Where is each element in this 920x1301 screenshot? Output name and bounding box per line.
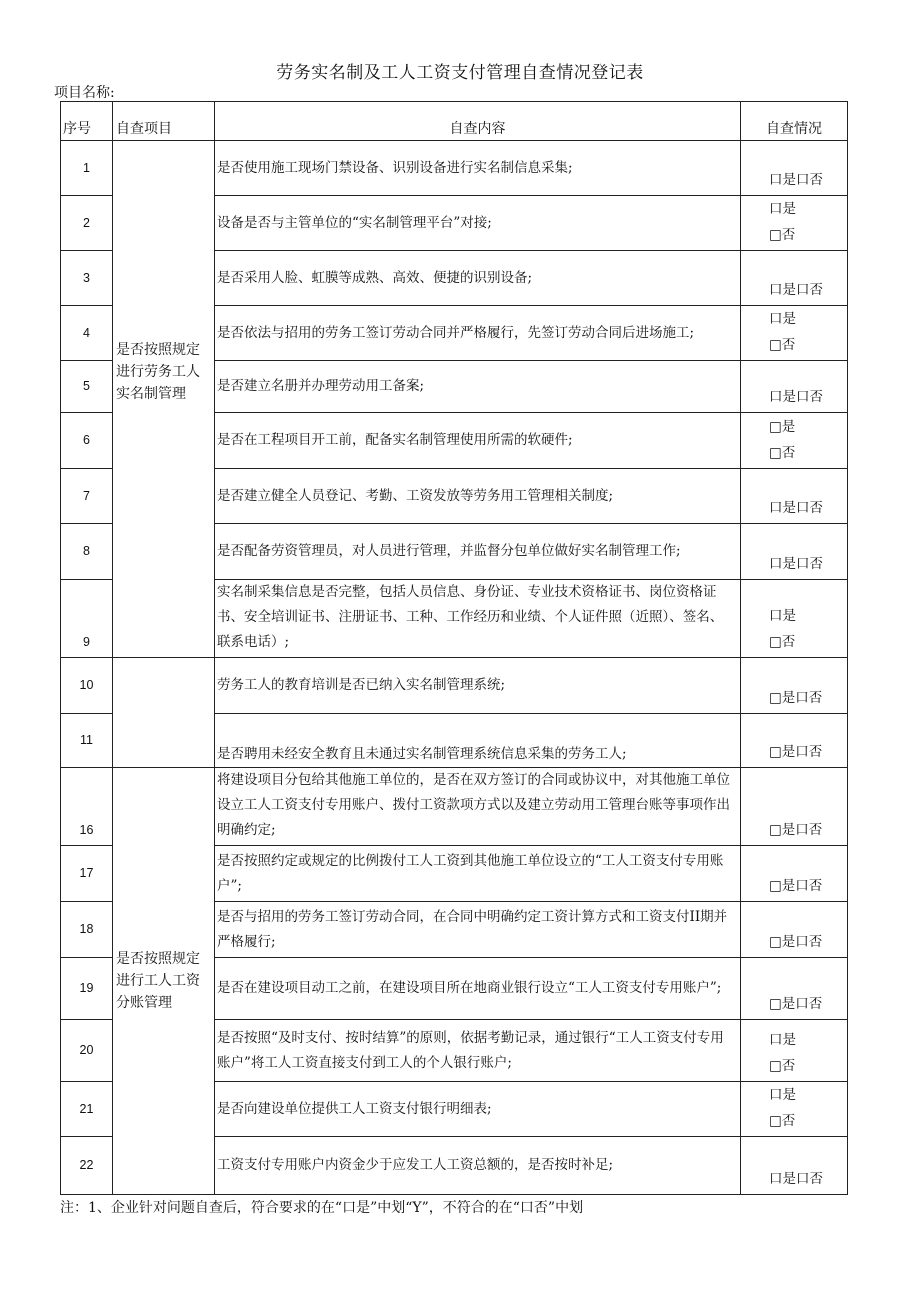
- check-content: 是否在工程项目开工前，配备实名制管理使用所需的软硬件;: [215, 413, 741, 469]
- status-option[interactable]: □是: [769, 419, 796, 435]
- header-content: 自查内容: [215, 102, 741, 141]
- check-content: 是否向建设单位提供工人工资支付银行明细表;: [215, 1082, 741, 1137]
- check-status[interactable]: [741, 524, 848, 580]
- category-empty: [113, 658, 215, 768]
- table-row: [61, 768, 848, 846]
- status-option[interactable]: 口是口否: [769, 389, 823, 405]
- row-number: 17: [61, 846, 113, 902]
- status-option[interactable]: □是口否: [769, 996, 823, 1012]
- footnote: 注：1、企业针对问题自查后，符合要求的在“口是”中划“Y”，不符合的在“口否”中划: [60, 1200, 584, 1216]
- row-number: 16: [61, 768, 113, 846]
- status-option[interactable]: 口是口否: [769, 556, 823, 572]
- check-status[interactable]: [741, 768, 848, 846]
- category-wage: 是否按照规定进行工人工资分账管理: [113, 768, 215, 1195]
- check-status[interactable]: [741, 413, 848, 469]
- row-number: 9: [61, 580, 113, 658]
- check-status[interactable]: [741, 958, 848, 1020]
- header-item: 自查项目: [113, 102, 215, 141]
- check-content: 工资支付专用账户内资金少于应发工人工资总额的，是否按时补足;: [215, 1137, 741, 1195]
- status-option[interactable]: □否: [769, 634, 796, 650]
- row-number: 10: [61, 658, 113, 714]
- status-option[interactable]: □是口否: [769, 744, 823, 760]
- table-row: [61, 658, 848, 714]
- status-option[interactable]: □否: [769, 337, 796, 353]
- row-number: 22: [61, 1137, 113, 1195]
- check-content: 是否聘用未经安全教育且未通过实名制管理系统信息采集的劳务工人;: [215, 714, 741, 768]
- check-status[interactable]: [741, 846, 848, 902]
- check-status[interactable]: [741, 658, 848, 714]
- check-status[interactable]: [741, 1137, 848, 1195]
- status-option[interactable]: 口是: [769, 608, 796, 624]
- status-option[interactable]: □是口否: [769, 878, 823, 894]
- self-check-table: [60, 101, 848, 1195]
- check-content: 是否建立健全人员登记、考勤、工资发放等劳务用工管理相关制度;: [215, 469, 741, 524]
- check-content: 实名制采集信息是否完整，包括人员信息、身份证、专业技术资格证书、岗位资格证书、安全培训证书、注册证书、工种、工作经历和业绩、个人证件照（近照）、签名、联系电话）;: [215, 580, 741, 658]
- check-status[interactable]: [741, 902, 848, 958]
- status-option[interactable]: 口是口否: [769, 1171, 823, 1187]
- check-status[interactable]: [741, 1020, 848, 1082]
- row-number: 2: [61, 196, 113, 251]
- header-status: 自查情况: [741, 102, 848, 141]
- row-number: 11: [61, 714, 113, 768]
- status-option[interactable]: 口是: [769, 311, 796, 327]
- status-option[interactable]: □否: [769, 227, 796, 243]
- status-option[interactable]: 口是口否: [769, 500, 823, 516]
- check-content: 是否在建设项目动工之前，在建设项目所在地商业银行设立“工人工资支付专用账户”;: [215, 958, 741, 1020]
- check-content: 是否依法与招用的劳务工签订劳动合同并严格履行，先签订劳动合同后进场施工;: [215, 306, 741, 361]
- status-option[interactable]: 口是口否: [769, 282, 823, 298]
- check-content: 是否采用人脸、虹膜等成熟、高效、便捷的识别设备;: [215, 251, 741, 306]
- check-content: 是否按照“及时支付、按时结算”的原则，依据考勤记录，通过银行“工人工资支付专用账户”将工人工资直接支付到工人的个人银行账户;: [215, 1020, 741, 1082]
- row-number: 20: [61, 1020, 113, 1082]
- status-option[interactable]: □否: [769, 445, 796, 461]
- check-content: 是否使用施工现场门禁设备、识别设备进行实名制信息采集;: [215, 141, 741, 196]
- row-number: 5: [61, 361, 113, 413]
- table-header-row: [61, 102, 848, 141]
- project-name-label: 项目名称:: [54, 85, 115, 101]
- status-option[interactable]: □否: [769, 1058, 796, 1074]
- page-title: 劳务实名制及工人工资支付管理自查情况登记表: [276, 63, 644, 83]
- check-status[interactable]: [741, 1082, 848, 1137]
- check-content: 是否按照约定或规定的比例拨付工人工资到其他施工单位设立的“工人工资支付专用账户”;: [215, 846, 741, 902]
- row-number: 6: [61, 413, 113, 469]
- category-realname: 是否按照规定进行劳务工人实名制管理: [113, 141, 215, 658]
- row-number: 19: [61, 958, 113, 1020]
- check-status[interactable]: [741, 469, 848, 524]
- check-content: 劳务工人的教育培训是否已纳入实名制管理系统;: [215, 658, 741, 714]
- status-option[interactable]: □否: [769, 1113, 796, 1129]
- status-option[interactable]: 口是: [769, 1032, 796, 1048]
- check-content: 将建设项目分包给其他施工单位的，是否在双方签订的合同或协议中，对其他施工单位设立工人工资支付专用账户、拨付工资款项方式以及建立劳动用工管理台账等事项作出明确约定;: [215, 768, 741, 846]
- table-row: [61, 141, 848, 196]
- row-number: 4: [61, 306, 113, 361]
- status-option[interactable]: 口是: [769, 201, 796, 217]
- check-status[interactable]: [741, 196, 848, 251]
- status-option[interactable]: 口是: [769, 1087, 796, 1103]
- status-option[interactable]: □是口否: [769, 690, 823, 706]
- header-num: 序号: [61, 102, 113, 141]
- row-number: 8: [61, 524, 113, 580]
- row-number: 1: [61, 141, 113, 196]
- check-content: 是否建立名册并办理劳动用工备案;: [215, 361, 741, 413]
- row-number: 21: [61, 1082, 113, 1137]
- status-option[interactable]: □是口否: [769, 934, 823, 950]
- check-content: 是否与招用的劳务工签订劳动合同，在合同中明确约定工资计算方式和工资支付II期并严格履行;: [215, 902, 741, 958]
- check-status[interactable]: [741, 714, 848, 768]
- check-status[interactable]: [741, 306, 848, 361]
- status-option[interactable]: 口是口否: [769, 172, 823, 188]
- status-option[interactable]: □是口否: [769, 822, 823, 838]
- row-number: 7: [61, 469, 113, 524]
- check-content: 是否配备劳资管理员，对人员进行管理，并监督分包单位做好实名制管理工作;: [215, 524, 741, 580]
- row-number: 3: [61, 251, 113, 306]
- check-status[interactable]: [741, 251, 848, 306]
- check-content: 设备是否与主管单位的“实名制管理平台”对接;: [215, 196, 741, 251]
- row-number: 18: [61, 902, 113, 958]
- check-status[interactable]: [741, 361, 848, 413]
- check-status[interactable]: [741, 141, 848, 196]
- check-status[interactable]: [741, 580, 848, 658]
